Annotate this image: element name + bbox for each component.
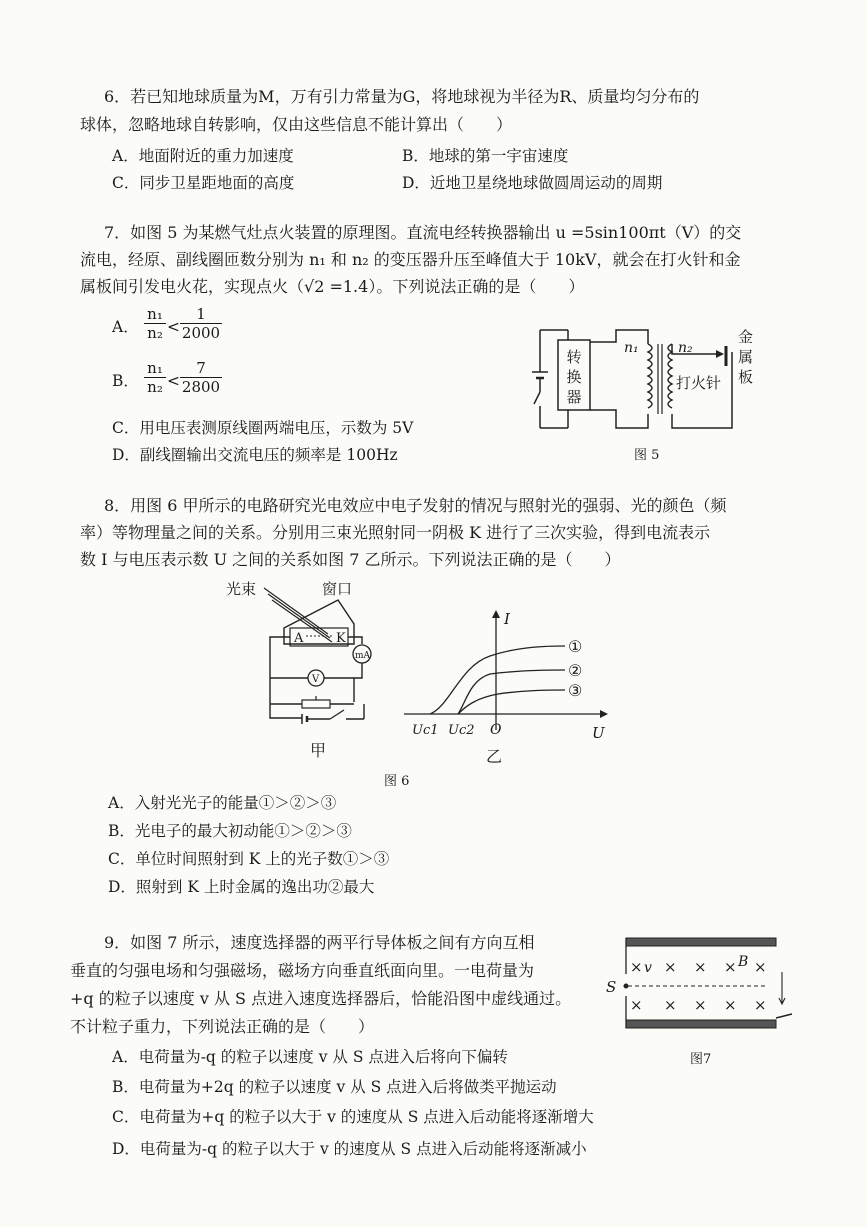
axis-u-label: U	[592, 724, 605, 742]
q9-option-a: A．电荷量为-q 的粒子以速度 v 从 S 点进入后将向下偏转	[112, 1048, 508, 1066]
q7-stem-line2: 流电，经原、副线圈匝数分别为 n₁ 和 n₂ 的变压器升压至峰值大于 10kV，就会在打火针和金	[80, 250, 741, 269]
q7-b-less-than: <	[167, 372, 180, 390]
curve-3-label: ③	[568, 681, 583, 700]
figure-6-jia-circuit	[220, 578, 390, 758]
q7-a-num: 1	[196, 305, 206, 323]
q7-a-less-than: <	[167, 318, 180, 336]
q6-option-c: C．同步卫星距地面的高度	[112, 174, 295, 192]
point-s	[624, 984, 629, 989]
svg-text:×: ×	[630, 996, 643, 1014]
v-label: v	[644, 960, 652, 976]
q7-a-n2: n₂	[147, 324, 163, 342]
figure-yi-label: 乙	[486, 747, 503, 766]
metal-plate-label-1: 金	[738, 328, 754, 346]
svg-text:×: ×	[664, 958, 677, 976]
uc1-label: Uc1	[412, 723, 439, 738]
rheostat	[302, 700, 330, 708]
figure-5-ignition-circuit	[520, 322, 780, 462]
q6-stem-line2: 球体，忽略地球自转影响，仅由这些信息不能计算出（ ）	[80, 115, 513, 134]
q7-a-n1: n₁	[147, 305, 163, 323]
metal-plate-label-3: 板	[738, 368, 754, 386]
q7-b-n1: n₁	[147, 359, 163, 377]
s-label: S	[606, 978, 617, 996]
q9-option-d: D．电荷量为-q 的粒子以大于 v 的速度从 S 点进入后动能将逐渐减小	[112, 1140, 587, 1158]
q8-stem-line2: 率）等物理量之间的关系。分别用三束光照射同一阴极 K 进行了三次实验，得到电流表示	[80, 523, 711, 542]
q7-option-b-lhs	[144, 359, 166, 396]
q7-option-b-label: B．	[112, 372, 139, 390]
figure-6-yi-graph	[400, 606, 610, 766]
cathode-label: K	[336, 631, 346, 646]
svg-text:×: ×	[724, 996, 737, 1014]
origin-label: O	[490, 722, 502, 738]
figure-5-caption: 图 5	[634, 448, 660, 463]
q7-option-d: D．副线圈输出交流电压的频率是 100Hz	[112, 446, 398, 464]
q9-stem-line4: 不计粒子重力，下列说法正确的是（ ）	[70, 1017, 375, 1036]
q8-option-a: A．入射光光子的能量①＞②＞③	[108, 794, 337, 812]
curve-3	[458, 690, 565, 714]
svg-text:×: ×	[724, 958, 737, 976]
q9-option-c: C．电荷量为+q 的粒子以大于 v 的速度从 S 点进入后动能将逐渐增大	[112, 1108, 594, 1126]
lower-plate	[626, 1020, 776, 1028]
q6-stem-line1: 6．若已知地球质量为M，万有引力常量为G，将地球视为半径为R、质量均匀分布的	[104, 87, 700, 106]
q8-stem-line1: 8．用图 6 甲所示的电路研究光电效应中电子发射的情况与照射光的强弱、光的颜色（频	[104, 496, 727, 515]
q7-option-a-lhs	[144, 305, 166, 342]
q8-stem-line3: 数 I 与电压表示数 U 之间的关系如图 7 乙所示。下列说法正确的是（ ）	[80, 550, 621, 569]
q6-option-b: B．地球的第一宇宙速度	[402, 147, 569, 165]
figure-7-velocity-selector	[600, 934, 800, 1044]
q7-b-den: 2800	[181, 378, 221, 396]
q7-option-b-rhs	[180, 359, 222, 396]
q7-option-c: C．用电压表测原线圈两端电压，示数为 5V	[112, 419, 414, 437]
q8-option-b: B．光电子的最大初动能①＞②＞③	[108, 822, 352, 840]
light-beam-label: 光束	[226, 580, 257, 598]
q7-b-n2: n₂	[147, 378, 163, 396]
q8-option-d: D．照射到 K 上时金属的逸出功②最大	[108, 878, 375, 896]
svg-text:×: ×	[754, 958, 767, 976]
uc2-label: Uc2	[448, 723, 475, 738]
q7-stem-line3: 属板间引发电火花，实现点火（√2 =1.4）。下列说法正确的是（ ）	[80, 277, 585, 296]
q8-option-c: C．单位时间照射到 K 上的光子数①＞③	[108, 850, 390, 868]
converter-label: 转	[566, 348, 582, 366]
figure-6-caption: 图 6	[384, 774, 410, 789]
anode-label: A	[294, 631, 304, 646]
q7-stem-line1: 7．如图 5 为某燃气灶点火装置的原理图。直流电经转换器输出 u =5sin100πt（V）的交	[104, 223, 742, 242]
svg-text:×: ×	[694, 996, 707, 1014]
figure-7-caption: 图7	[690, 1052, 712, 1067]
axis-i-label: I	[504, 610, 510, 628]
metal-plate-label-2: 属	[738, 348, 754, 366]
window-label: 窗口	[322, 580, 353, 598]
curve-1-label: ①	[568, 637, 583, 656]
curve-2-label: ②	[568, 661, 583, 680]
q9-stem-line3: +q 的粒子以速度 v 从 S 点进入速度选择器后，恰能沿图中虚线通过。	[70, 989, 572, 1008]
svg-text:×: ×	[694, 958, 707, 976]
svg-text:×: ×	[630, 958, 643, 976]
q7-a-den: 2000	[181, 324, 221, 342]
igniter-label: 打火针	[676, 374, 722, 392]
q6-option-a: A．地面附近的重力加速度	[112, 147, 294, 165]
q7-b-num: 7	[196, 359, 206, 377]
q7-option-a-label: A．	[112, 318, 139, 336]
n2-label: n₂	[678, 340, 693, 356]
svg-text:换: 换	[566, 368, 582, 386]
q9-stem-line2: 垂直的匀强电场和匀强磁场，磁场方向垂直纸面向里。一电荷量为	[70, 961, 535, 980]
q9-stem-line1: 9．如图 7 所示，速度选择器的两平行导体板之间有方向互相	[104, 933, 535, 952]
q6-option-d: D．近地卫星绕地球做圆周运动的周期	[402, 174, 663, 192]
ammeter-label: mA	[355, 651, 371, 661]
svg-text:×: ×	[754, 996, 767, 1014]
q7-option-a-rhs	[180, 305, 222, 342]
svg-text:×: ×	[664, 996, 677, 1014]
figure-jia-label: 甲	[310, 741, 327, 758]
upper-plate	[626, 938, 776, 946]
curve-1	[430, 646, 565, 714]
svg-text:器: 器	[566, 388, 582, 406]
n1-label: n₁	[624, 340, 639, 356]
q9-option-b: B．电荷量为+2q 的粒子以速度 v 从 S 点进入后将做类平抛运动	[112, 1078, 557, 1096]
voltmeter-label: V	[312, 674, 320, 685]
b-label: B	[738, 954, 749, 970]
